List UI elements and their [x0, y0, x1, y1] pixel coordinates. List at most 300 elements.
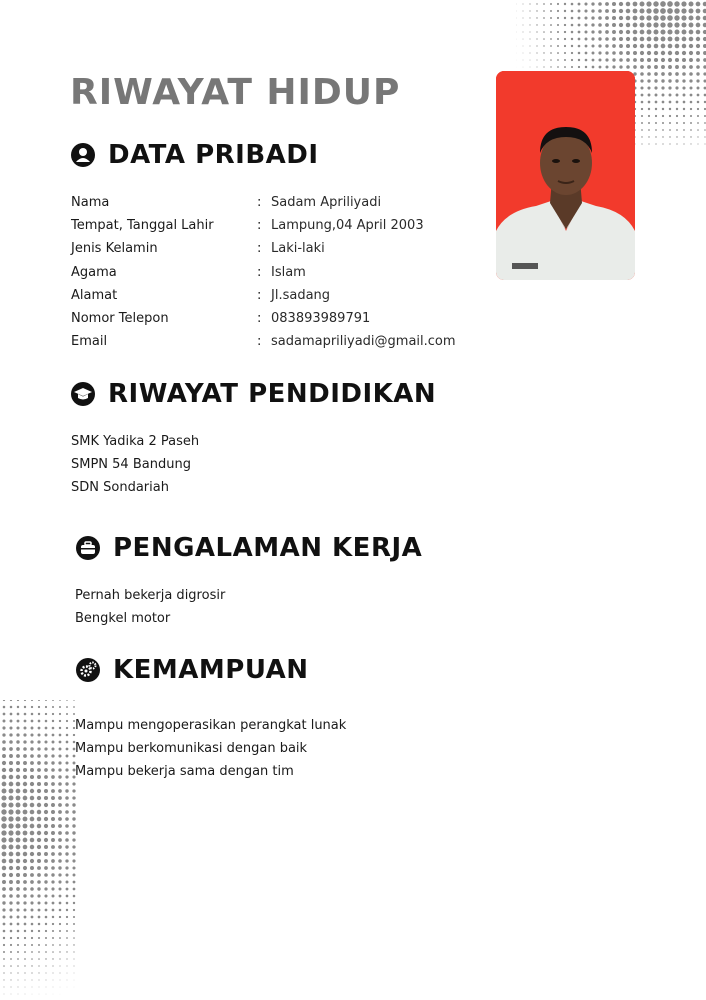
halftone-dot	[591, 9, 594, 12]
halftone-dot	[578, 3, 581, 6]
halftone-dot	[45, 916, 48, 919]
halftone-dot	[648, 143, 649, 144]
halftone-dot	[598, 9, 602, 13]
halftone-dot	[60, 973, 61, 974]
halftone-dot	[59, 923, 61, 925]
halftone-dot	[73, 951, 74, 952]
halftone-dot	[23, 873, 27, 877]
halftone-dot	[9, 789, 14, 794]
halftone-dot	[65, 761, 68, 764]
halftone-dot	[30, 775, 34, 779]
halftone-dot	[31, 713, 34, 716]
halftone-dot	[674, 22, 679, 27]
halftone-dot	[557, 3, 559, 5]
halftone-dot	[23, 824, 28, 829]
halftone-dot	[73, 874, 76, 877]
halftone-dot	[2, 775, 7, 780]
halftone-dot	[592, 59, 595, 62]
halftone-dot	[66, 965, 67, 966]
halftone-dot	[683, 136, 684, 137]
halftone-dot	[16, 852, 21, 857]
halftone-dot	[578, 17, 581, 20]
halftone-dot	[690, 136, 691, 137]
halftone-dot	[39, 980, 40, 981]
halftone-dot	[2, 901, 5, 904]
halftone-dot	[661, 37, 666, 42]
halftone-dot	[667, 15, 673, 21]
halftone-dot	[584, 30, 587, 33]
section-heading-experience: PENGALAMAN KERJA	[113, 533, 423, 563]
halftone-dot	[2, 754, 6, 758]
halftone-dot	[661, 65, 665, 69]
halftone-dot	[51, 866, 55, 870]
halftone-dot	[24, 930, 26, 932]
halftone-dot	[529, 24, 530, 25]
halftone-dot	[58, 789, 62, 793]
halftone-dot	[662, 136, 663, 137]
halftone-dot	[72, 803, 75, 806]
halftone-dot	[626, 65, 630, 69]
halftone-dot	[59, 700, 61, 701]
halftone-dot	[52, 951, 54, 953]
halftone-dot	[3, 720, 6, 723]
halftone-dot	[58, 852, 62, 856]
halftone-dot	[66, 748, 69, 751]
halftone-dot	[641, 129, 643, 131]
halftone-dot	[58, 880, 61, 883]
halftone-dot	[23, 887, 27, 891]
halftone-dot	[16, 845, 21, 850]
halftone-dot	[669, 101, 672, 104]
gears-icon	[75, 657, 101, 683]
halftone-dot	[65, 789, 68, 792]
halftone-dot	[633, 58, 637, 62]
halftone-dot	[51, 747, 54, 750]
halftone-dot	[564, 3, 566, 5]
halftone-dot	[52, 909, 55, 912]
halftone-dot	[30, 824, 35, 829]
halftone-dot	[654, 37, 659, 42]
halftone-dot	[17, 923, 20, 926]
halftone-dot	[662, 143, 663, 144]
halftone-dot	[578, 38, 581, 41]
halftone-dot	[655, 115, 657, 117]
halftone-dot	[647, 51, 651, 55]
halftone-dot	[550, 59, 552, 61]
halftone-dot	[66, 755, 69, 758]
halftone-dot	[529, 38, 530, 39]
halftone-dot	[654, 79, 657, 82]
halftone-dot	[37, 761, 41, 765]
halftone-dot	[584, 2, 587, 5]
education-list	[71, 430, 199, 500]
halftone-dot	[640, 23, 645, 28]
info-colon: :	[257, 264, 262, 280]
halftone-dot	[31, 958, 33, 960]
personal-info-table	[71, 191, 456, 353]
halftone-dot	[44, 796, 48, 800]
halftone-dot	[639, 8, 644, 13]
halftone-dot	[44, 859, 48, 863]
halftone-dot	[23, 852, 27, 856]
halftone-dot	[59, 706, 61, 708]
halftone-dot	[641, 136, 642, 137]
halftone-dot	[626, 37, 630, 41]
halftone-dot	[39, 994, 40, 995]
halftone-dot	[73, 923, 75, 925]
halftone-dot	[2, 789, 7, 794]
halftone-dot	[598, 23, 602, 27]
halftone-dot	[59, 720, 61, 722]
halftone-dot	[38, 923, 41, 926]
halftone-dot	[529, 17, 530, 18]
halftone-dot	[668, 65, 672, 69]
info-row-gender	[71, 237, 456, 260]
halftone-dot	[16, 859, 20, 863]
halftone-dot	[10, 972, 11, 973]
halftone-dot	[690, 101, 693, 104]
halftone-dot	[2, 887, 6, 891]
halftone-dot	[3, 972, 4, 973]
halftone-dot	[52, 700, 54, 701]
halftone-dot	[37, 831, 41, 835]
halftone-dot	[73, 944, 74, 945]
halftone-dot	[536, 59, 537, 60]
halftone-dot	[571, 45, 573, 47]
halftone-dot	[683, 108, 685, 110]
halftone-dot	[648, 122, 650, 124]
halftone-dot	[37, 845, 41, 849]
halftone-dot	[675, 65, 679, 69]
halftone-dot	[24, 958, 26, 960]
halftone-dot	[17, 937, 19, 939]
halftone-dot	[44, 838, 48, 842]
halftone-dot	[37, 838, 41, 842]
halftone-dot	[550, 66, 551, 67]
halftone-dot	[45, 902, 48, 905]
halftone-dot	[689, 72, 693, 76]
halftone-dot	[37, 824, 41, 828]
halftone-dot	[60, 980, 61, 981]
halftone-dot	[557, 59, 559, 61]
halftone-dot	[660, 22, 665, 27]
halftone-dot	[8, 802, 13, 807]
halftone-dot	[648, 108, 650, 110]
info-colon: :	[257, 334, 262, 350]
halftone-dot	[523, 39, 524, 40]
halftone-dot	[73, 895, 76, 898]
halftone-dot	[15, 816, 20, 821]
halftone-dot	[689, 86, 692, 89]
halftone-dot	[523, 32, 524, 33]
list-item: Mampu mengoperasikan perangkat lunak	[75, 718, 347, 734]
halftone-dot	[16, 761, 20, 765]
halftone-dot	[669, 129, 671, 131]
halftone-dot	[51, 796, 55, 800]
halftone-dot	[605, 51, 608, 54]
halftone-dot	[605, 65, 608, 68]
halftone-dot	[550, 10, 552, 12]
halftone-dot	[626, 23, 630, 27]
halftone-dot	[669, 122, 671, 124]
halftone-dot	[696, 30, 701, 35]
halftone-dot	[605, 58, 608, 61]
halftone-dot	[65, 810, 69, 814]
halftone-dot	[51, 852, 55, 856]
halftone-dot	[72, 824, 75, 827]
halftone-dot	[74, 973, 75, 974]
halftone-dot	[669, 143, 670, 144]
halftone-dot	[51, 803, 55, 807]
halftone-dot	[58, 817, 62, 821]
halftone-dot	[676, 101, 679, 104]
halftone-dot	[682, 58, 686, 62]
halftone-dot	[571, 66, 573, 68]
halftone-dot	[9, 754, 13, 758]
halftone-dot	[640, 51, 644, 55]
halftone-dot	[676, 94, 679, 97]
halftone-dot	[654, 86, 657, 89]
halftone-dot	[660, 8, 666, 14]
halftone-dot	[667, 22, 672, 27]
halftone-dot	[654, 51, 658, 55]
halftone-dot	[619, 65, 622, 68]
halftone-dot	[9, 796, 14, 801]
halftone-dot	[30, 768, 34, 772]
halftone-dot	[536, 3, 537, 4]
halftone-dot	[697, 143, 698, 144]
halftone-dot	[37, 768, 41, 772]
halftone-dot	[662, 129, 664, 131]
halftone-dot	[52, 965, 53, 966]
halftone-dot	[15, 809, 20, 814]
halftone-dot	[66, 930, 68, 932]
halftone-dot	[37, 887, 40, 890]
halftone-dot	[641, 115, 643, 117]
halftone-dot	[696, 16, 701, 21]
halftone-dot	[9, 768, 13, 772]
halftone-dot	[1, 816, 6, 821]
info-colon: :	[257, 311, 262, 327]
halftone-dot	[690, 122, 692, 124]
halftone-dot	[543, 3, 545, 5]
halftone-dot	[669, 94, 672, 97]
halftone-dot	[661, 72, 665, 76]
halftone-dot	[578, 31, 581, 34]
halftone-dot	[571, 59, 573, 61]
halftone-dot	[674, 15, 679, 20]
info-row-name	[71, 191, 456, 214]
list-item: Mampu bekerja sama dengan tim	[75, 764, 294, 780]
halftone-dot	[8, 816, 13, 821]
halftone-dot	[654, 65, 658, 69]
halftone-dot	[30, 845, 34, 849]
halftone-dot	[689, 44, 693, 48]
halftone-dot	[65, 838, 69, 842]
halftone-dot	[1, 795, 6, 800]
halftone-dot	[655, 108, 657, 110]
halftone-dot	[585, 45, 588, 48]
halftone-dot	[653, 8, 659, 14]
halftone-dot	[30, 761, 34, 765]
halftone-dot	[1, 837, 6, 842]
halftone-dot	[667, 1, 673, 7]
halftone-dot	[44, 873, 48, 877]
halftone-dot	[16, 831, 21, 836]
halftone-dot	[17, 713, 20, 716]
halftone-dot	[674, 1, 679, 6]
list-item: SMK Yadika 2 Paseh	[71, 434, 200, 450]
halftone-dot	[9, 852, 14, 857]
halftone-dot	[633, 65, 637, 69]
halftone-dot	[45, 937, 47, 939]
halftone-dot	[53, 987, 54, 988]
halftone-dot	[65, 775, 68, 778]
halftone-dot	[696, 23, 701, 28]
halftone-dot	[66, 937, 68, 939]
halftone-dot	[23, 894, 26, 897]
halftone-dot	[73, 930, 75, 932]
graduation-cap-icon	[70, 381, 96, 407]
halftone-dot	[24, 727, 27, 730]
halftone-dot	[17, 958, 19, 960]
halftone-dot	[523, 18, 524, 19]
halftone-dot	[529, 3, 530, 4]
halftone-dot	[592, 66, 595, 69]
halftone-dot	[690, 143, 691, 144]
halftone-dot	[584, 16, 587, 19]
halftone-dot	[73, 881, 76, 884]
halftone-dot	[668, 58, 672, 62]
halftone-dot	[45, 713, 47, 715]
halftone-dot	[536, 17, 537, 18]
halftone-dot	[10, 916, 13, 919]
halftone-dot	[66, 909, 68, 911]
halftone-dot	[598, 30, 601, 33]
halftone-dot	[697, 136, 698, 137]
profile-photo	[496, 71, 635, 280]
halftone-dot	[73, 700, 75, 701]
halftone-dot	[682, 86, 685, 89]
info-row-email	[71, 330, 456, 353]
halftone-dot	[626, 2, 631, 7]
halftone-dot	[18, 987, 19, 988]
halftone-dot	[24, 713, 27, 716]
halftone-dot	[9, 733, 12, 736]
halftone-dot	[52, 972, 53, 973]
halftone-dot	[697, 122, 699, 124]
halftone-dot	[668, 79, 671, 82]
halftone-dot	[37, 803, 41, 807]
halftone-dot	[16, 775, 20, 779]
halftone-dot	[16, 733, 19, 736]
halftone-dot	[2, 894, 6, 898]
halftone-dot	[59, 944, 61, 946]
halftone-dot	[2, 908, 5, 911]
halftone-dot	[696, 65, 700, 69]
halftone-dot	[557, 52, 559, 54]
halftone-dot	[704, 143, 705, 144]
halftone-dot	[564, 52, 566, 54]
halftone-dot	[689, 16, 694, 21]
halftone-dot	[653, 15, 658, 20]
halftone-dot	[536, 31, 537, 32]
halftone-dot	[37, 754, 41, 758]
halftone-dot	[66, 923, 68, 925]
halftone-dot	[44, 782, 48, 786]
halftone-dot	[626, 9, 631, 14]
halftone-dot	[38, 972, 39, 973]
info-row-address	[71, 284, 456, 307]
halftone-dot	[523, 4, 524, 5]
halftone-dot	[24, 979, 25, 980]
halftone-dot	[633, 2, 638, 7]
halftone-dot	[689, 37, 694, 42]
halftone-dot	[17, 972, 18, 973]
halftone-dot	[633, 16, 638, 21]
halftone-dot	[612, 37, 616, 41]
halftone-dot	[58, 796, 62, 800]
halftone-dot	[655, 122, 657, 124]
halftone-dot	[30, 754, 34, 758]
halftone-dot	[9, 775, 13, 779]
halftone-dot	[9, 782, 14, 787]
halftone-dot	[640, 65, 644, 69]
halftone-dot	[17, 706, 19, 708]
halftone-dot	[683, 115, 685, 117]
halftone-dot	[626, 51, 630, 55]
halftone-dot	[626, 30, 630, 34]
halftone-dot	[654, 58, 658, 62]
halftone-dot	[641, 94, 644, 97]
halftone-dot	[44, 754, 47, 757]
halftone-dot	[683, 122, 685, 124]
halftone-dot	[640, 30, 645, 35]
halftone-dot	[591, 16, 594, 19]
halftone-dot	[16, 796, 21, 801]
halftone-dot	[72, 866, 75, 869]
halftone-dot	[73, 958, 74, 959]
halftone-dot	[24, 923, 27, 926]
halftone-dot	[51, 761, 54, 764]
halftone-dot	[696, 79, 699, 82]
halftone-dot	[9, 845, 14, 850]
halftone-dot	[646, 8, 651, 13]
halftone-dot	[2, 880, 6, 884]
halftone-dot	[612, 58, 615, 61]
halftone-dot	[44, 831, 48, 835]
halftone-dot	[72, 789, 75, 792]
halftone-dot	[3, 916, 6, 919]
halftone-dot	[675, 79, 678, 82]
halftone-dot	[44, 845, 48, 849]
halftone-dot	[3, 706, 6, 709]
halftone-dot	[17, 951, 19, 953]
halftone-dot	[653, 22, 658, 27]
halftone-dot	[16, 747, 20, 751]
info-colon: :	[257, 287, 262, 303]
halftone-dot	[66, 916, 68, 918]
halftone-dot	[3, 923, 6, 926]
halftone-dot	[681, 8, 686, 13]
halftone-dot	[669, 115, 671, 117]
section-heading-education: RIWAYAT PENDIDIKAN	[108, 379, 437, 409]
halftone-dot	[66, 888, 69, 891]
halftone-dot	[23, 754, 27, 758]
halftone-dot	[66, 713, 68, 715]
halftone-dot	[45, 930, 47, 932]
halftone-dot	[52, 944, 54, 946]
